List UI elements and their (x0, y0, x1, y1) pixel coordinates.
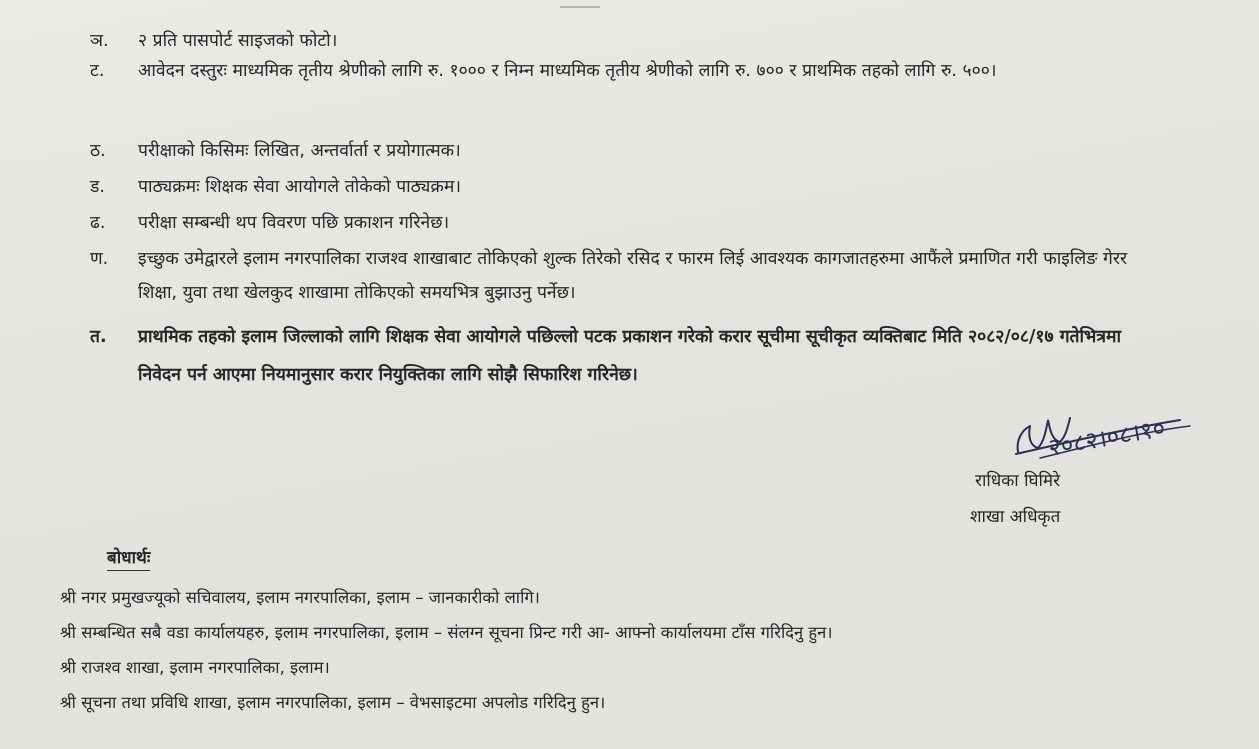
cc-heading: बोधार्थः (107, 545, 150, 571)
list-item-ta (90, 54, 1150, 88)
signatory-title: शाखा अधिकृत (970, 507, 1061, 527)
list-item-da (90, 170, 1150, 204)
cc-line-4: श्री सूचना तथा प्रविधि शाखा, इलाम नगरपालिका, इलाम – वेभसाइटमा अपलोड गरिदिनु हुन। (60, 693, 606, 712)
item-marker: ड. (90, 177, 105, 197)
item-marker: ट. (90, 61, 105, 81)
item-text: प्राथमिक तहको इलाम जिल्लाको लागि शिक्षक सेवा आयोगले पछिल्लो पटक प्रकाशन गरेको करार सूचीमा सूचीकृत व्यक्तिबाट मिति २०८२/०८/१७ गतेभित्रमा निवेदन पर्न आएमा नियमानुसार करार नियुक्तिका लागि सोझै सिफारिश गरिनेछ। (138, 327, 1122, 385)
item-text: परीक्षा सम्बन्धी थप विवरण पछि प्रकाशन गरिनेछ। (138, 213, 450, 233)
cc-line-3: श्री राजश्व शाखा, इलाम नगरपालिका, इलाम। (60, 658, 330, 677)
list-item-na (90, 242, 1150, 310)
item-marker: ण. (90, 249, 109, 269)
cc-line-1: श्री नगर प्रमुखज्यूको सचिवालय, इलाम नगरपालिका, इलाम – जानकारीको लागि। (60, 588, 540, 607)
signatory-name: राधिका घिमिरे (975, 471, 1061, 491)
list-item-ta-bold (90, 318, 1150, 394)
signature-block (940, 400, 1200, 540)
list-item-tha (90, 134, 1150, 168)
handwritten-signature (980, 400, 1200, 470)
item-marker: त. (90, 327, 107, 347)
item-text: इच्छुक उमेद्वारले इलाम नगरपालिका राजश्व शाखाबाट तोकिएको शुल्क तिरेको रसिद र फारम लिई आवश्यक कागजातहरुमा आफैंले प्रमाणित गरी फाइलिङ गेरर शिक्षा, युवा तथा खेलकुद शाखामा तोकिएको समयभित्र बुझाउनु पर्नेछ। (138, 249, 1128, 303)
item-text: पाठ्यक्रमः शिक्षक सेवा आयोगले तोकेको पाठ्यक्रम। (138, 177, 461, 197)
item-marker: ढ. (90, 213, 106, 233)
item-text: परीक्षाको किसिमः लिखित, अन्तर्वार्ता र प्रयोगात्मक। (138, 141, 461, 161)
item-marker: ञ. (90, 31, 109, 51)
page-top-mark (560, 0, 600, 8)
item-text: २ प्रति पासपोर्ट साइजको फोटो। (138, 31, 338, 51)
list-item-dha (90, 206, 1150, 240)
list-item-nya (90, 24, 1150, 58)
item-text: आवेदन दस्तुरः माध्यमिक तृतीय श्रेणीको लागि रु. १००० र निम्न माध्यमिक तृतीय श्रेणीको लागि रु. ७०० र प्राथमिक तहको लागि रु. ५००। (138, 61, 997, 81)
item-marker: ठ. (90, 141, 106, 161)
cc-line-2: श्री सम्बन्धित सबै वडा कार्यालयहरु, इलाम नगरपालिका, इलाम – संलग्न सूचना प्रिन्ट गरी आ- आफ्नो कार्यालयमा टाँस गरिदिनु हुन। (60, 623, 833, 642)
handwritten-date: २०८२।०८।१० (1046, 413, 1168, 462)
